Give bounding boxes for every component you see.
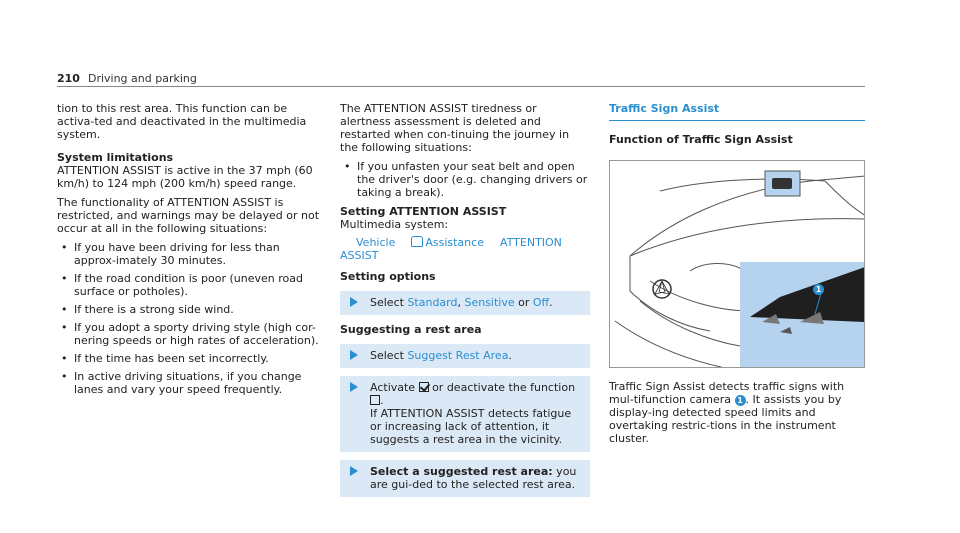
reset-text: The ATTENTION ASSIST tiredness or alertness assessment is deleted and restarted when con-tinuing the journey in the following situations: [340,102,570,154]
reset-list [340,160,590,199]
option-off[interactable]: Off [532,296,550,309]
speed-range-text: ATTENTION ASSIST is active in the 37 mph (60 km/h) to 124 mph (200 km/h) speed range. [57,164,313,190]
menu-assist[interactable]: ASSIST [340,249,379,262]
arrow-icon [350,382,358,392]
option-sensitive[interactable]: Sensitive [464,296,515,309]
chapter-title: Driving and parking [87,72,197,85]
step-select-mode [340,291,590,315]
step-text: Select [370,349,408,362]
suggest-heading: Suggesting a rest area [340,323,482,336]
section-title: Traffic Sign Assist [609,102,865,121]
multimedia-label: Multimedia system: [340,218,449,231]
car-icon [411,236,423,247]
separator: or [514,296,533,309]
functionality-text: The functionality of ATTENTION ASSIST is restricted, and warnings may be delayed or not occur at all in the following situations: [57,196,320,235]
system-limitations-heading: System limitations [57,151,174,164]
step-text: Select [370,296,408,309]
intro-text: tion to this rest area. This function can be activa-ted and deactivated in the multimedia system. [57,102,307,141]
limitations-list [57,241,322,396]
list-item: • If you have been driving for less than approx-imately 30 minutes. [57,241,322,267]
step-bold: Select a suggested rest area: [370,465,553,478]
step-activate [340,376,590,452]
page-number: 210 [57,72,80,85]
menu-path [340,236,590,262]
column-1 [57,102,322,401]
step-text: . [380,394,384,407]
arrow-icon [350,350,358,360]
list-item: • If you unfasten your seat belt and open the driver's door (e.g. changing drivers or taking a break). [340,160,590,199]
separator: . [508,349,512,362]
list-item: • In active driving situations, if you change lanes and vary your speed frequently. [57,370,322,396]
arrow-icon [350,297,358,307]
step-suggest [340,344,590,368]
options-heading: Setting options [340,270,436,283]
checkbox-checked-icon[interactable] [419,382,429,392]
column-3 [609,102,865,451]
checkbox-unchecked-icon[interactable] [370,395,380,405]
desc-text: Traffic Sign Assist detects traffic signs with mul-tifunction camera [609,380,845,406]
arrow-icon [350,466,358,476]
list-item: • If you adopt a sporty driving style (high cor-nering speeds or high rates of acceleration). [57,321,322,347]
camera-detail [740,262,865,368]
menu-vehicle[interactable]: Vehicle [356,236,396,249]
list-item: • If the road condition is poor (uneven road surface or potholes). [57,272,322,298]
menu-attention[interactable]: ATTENTION [499,236,562,249]
camera-inset [740,262,865,368]
fatigue-text: If ATTENTION ASSIST detects fatigue or increasing lack of attention, it suggests a rest area in the vicinity. [370,407,572,446]
list-item: • If there is a strong side wind. [57,303,322,316]
suggest-rest-area-link[interactable]: Suggest Rest Area [407,349,509,362]
step-text: you are gui-ded to the selected rest area. [370,465,577,491]
step-text: or deactivate the function [428,381,576,394]
traffic-sign-description [609,380,865,445]
setting-heading: Setting ATTENTION ASSIST [340,205,507,218]
desc-text: . It assists you by display-ing detected speed limits and overtaking restric-tions in the instrument cluster. [609,393,842,445]
step-text: Activate [370,381,419,394]
camera-marker-inline: 1 [735,395,746,406]
car-illustration [609,160,865,368]
list-item: • If the time has been set incorrectly. [57,352,322,365]
menu-assistance[interactable]: Assistance [425,236,484,249]
option-standard[interactable]: Standard [407,296,458,309]
column-2 [340,102,590,505]
page-header [57,71,865,87]
separator: . [549,296,553,309]
separator: , [457,296,465,309]
camera-marker: 1 [813,284,824,295]
sub-title: Function of Traffic Sign Assist [609,133,793,146]
step-select-rest-area [340,460,590,497]
